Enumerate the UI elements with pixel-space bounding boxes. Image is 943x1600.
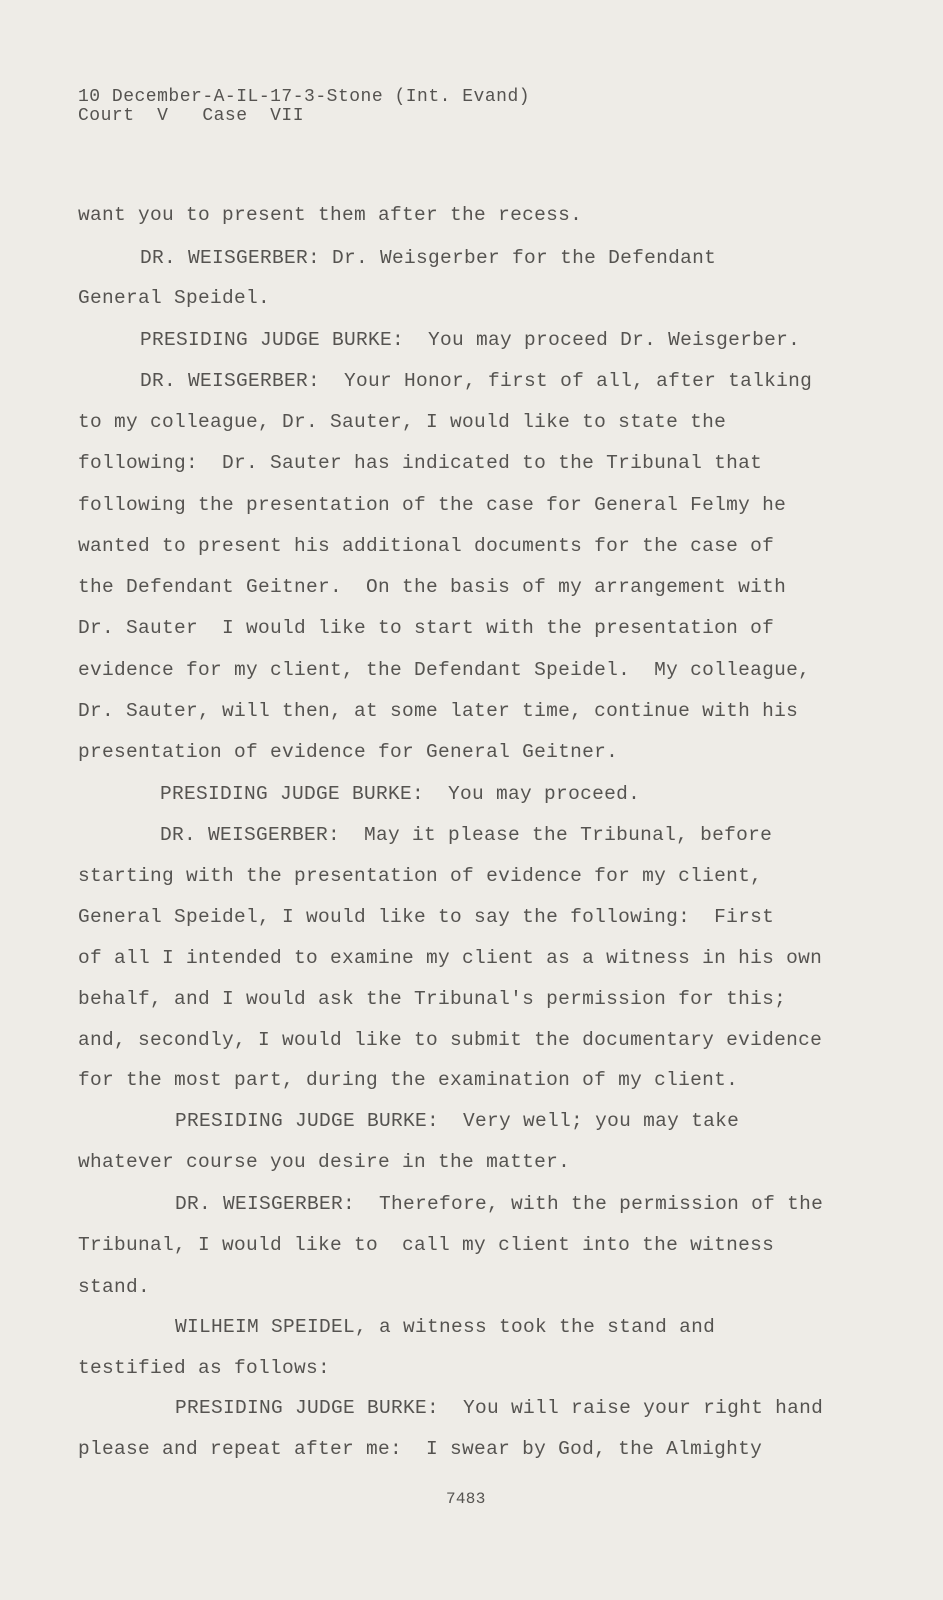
text-line: to my colleague, Dr. Sauter, I would like to state the [78,411,727,433]
page-number: 7483 [446,1490,486,1508]
text-line: WILHEIM SPEIDEL, a witness took the stand and [175,1316,716,1338]
text-line: following the presentation of the case for General Felmy he [78,494,787,516]
text-line: General Speidel. [78,287,271,309]
text-line: General Speidel, I would like to say the following: First [78,906,775,928]
text-line: for the most part, during the examination of my client. [78,1069,739,1091]
text-line: Dr. Sauter, will then, at some later time, continue with his [78,700,799,722]
text-line: presentation of evidence for General Geitner. [78,741,619,763]
text-line: wanted to present his additional documents for the case of [78,535,775,557]
text-line: behalf, and I would ask the Tribunal's permission for this; [78,988,787,1010]
text-line: testified as follows: [78,1357,331,1379]
text-line: Dr. Sauter I would like to start with the presentation of [78,617,775,639]
header-line-2: Court V Case VII [78,106,305,126]
text-line: PRESIDING JUDGE BURKE: You will raise your right hand [175,1397,824,1419]
text-line: stand. [78,1276,151,1298]
text-line: DR. WEISGERBER: Therefore, with the permission of the [175,1193,824,1215]
text-line: PRESIDING JUDGE BURKE: You may proceed. [160,783,641,805]
text-line: DR. WEISGERBER: May it please the Tribunal, before [160,824,773,846]
text-line: and, secondly, I would like to submit the documentary evidence [78,1029,823,1051]
text-line: Tribunal, I would like to call my client into the witness [78,1234,775,1256]
text-line: whatever course you desire in the matter. [78,1151,571,1173]
text-line: following: Dr. Sauter has indicated to the Tribunal that [78,452,763,474]
text-line: PRESIDING JUDGE BURKE: Very well; you may take [175,1110,740,1132]
text-line: DR. WEISGERBER: Your Honor, first of all, after talking [140,370,813,392]
text-line: of all I intended to examine my client as a witness in his own [78,947,823,969]
text-line: want you to present them after the recess. [78,204,583,226]
text-line: evidence for my client, the Defendant Speidel. My colleague, [78,659,811,681]
text-line: the Defendant Geitner. On the basis of my arrangement with [78,576,787,598]
text-line: PRESIDING JUDGE BURKE: You may proceed Dr. Weisgerber. [140,329,801,351]
header-line-1: 10 December-A-IL-17-3-Stone (Int. Evand) [78,87,531,107]
text-line: please and repeat after me: I swear by God, the Almighty [78,1438,763,1460]
text-line: DR. WEISGERBER: Dr. Weisgerber for the Defendant [140,247,717,269]
text-line: starting with the presentation of evidence for my client, [78,865,763,887]
